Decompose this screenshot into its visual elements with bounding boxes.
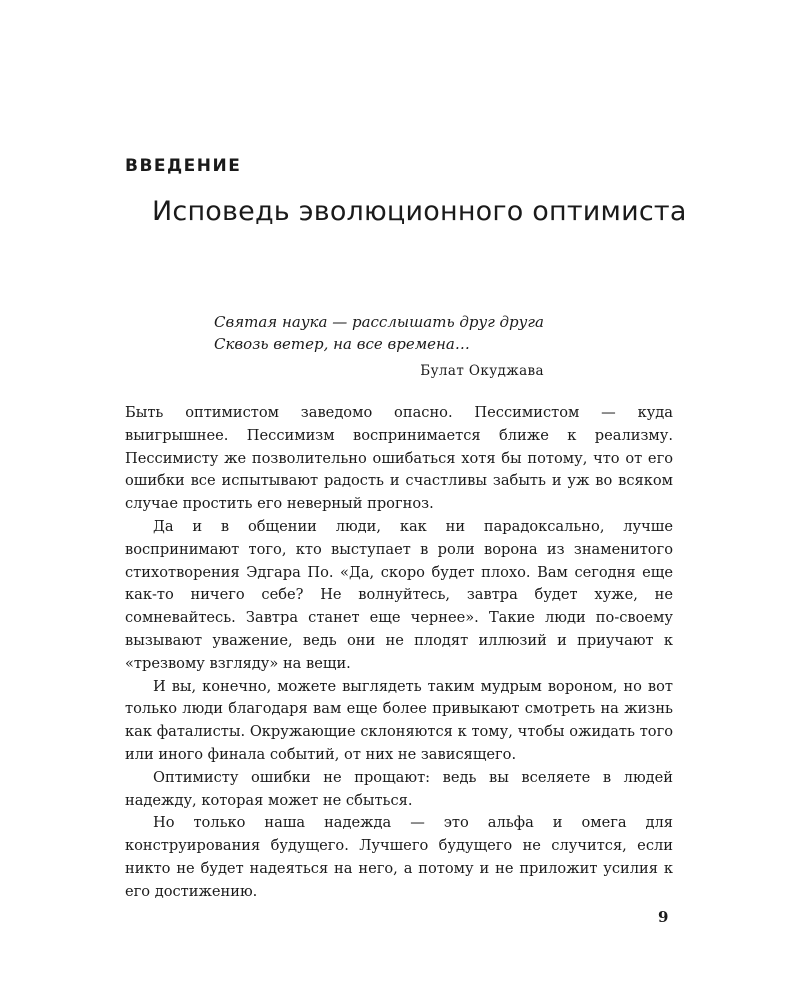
epigraph-line: Сквозь ветер, на все времена… [214, 335, 470, 353]
section-label: ВВЕДЕНИЕ [125, 156, 242, 176]
paragraph: Но только наша надежда — это альфа и омега для конструирования будущего. Лучшего будущего не случится, если никто не будет надеяться на него, а потому и не приложит усилия к его достижению. [125, 814, 673, 900]
epigraph [214, 311, 554, 355]
body-text [125, 402, 673, 904]
paragraph: И вы, конечно, можете выглядеть таким мудрым вороном, но вот только люди благодаря вам еще более привыкают смотреть на жизнь как фаталисты. Окружающие склоняются к тому, чтобы ожидать того или иного финала событий, от них не зависящего. [125, 677, 673, 763]
chapter-title: Исповедь эволюционного оптимиста [152, 196, 687, 227]
paragraph: Да и в общении люди, как ни парадоксально, лучше воспринимают того, кто выступает в роли ворона из знаменитого стихотворения Эдгара По. «Да, скоро будет плохо. Вам сегодня еще как-то ничего себе? Не волнуйтесь, завтра будет хуже, не сомневайтесь. Завтра станет еще чернее». Такие люди по-своему вызывают уважение, ведь они не плодят иллюзий и приучают к «трезвому взгляду» на вещи. [125, 517, 673, 672]
paragraph: Быть оптимистом заведомо опасно. Пессимистом — куда выигрышнее. Пессимизм воспринимается ближе к реализму. Пессимисту же позволительно ошибаться хотя бы потому, что от его ошибки все испытывают радость и счастливы забыть и уж во всяком случае простить его неверный прогноз. [125, 404, 673, 513]
page-number: 9 [658, 908, 669, 926]
epigraph-line: Святая наука — расслышать друг друга [214, 313, 544, 331]
paragraph: Оптимисту ошибки не прощают: ведь вы вселяете в людей надежду, которая может не сбыться. [125, 768, 673, 809]
epigraph-author: Булат Окуджава [420, 363, 544, 379]
